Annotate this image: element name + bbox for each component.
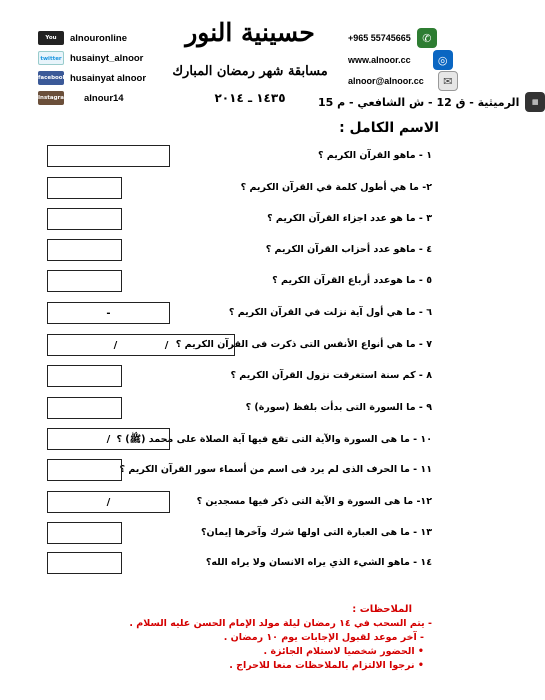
address: الرميثية - ق 12 - ش الشافعي - م 15 [318, 95, 520, 109]
question-3: ٣ - ما هو عدد اجزاء القرآن الكريم ؟ [267, 213, 432, 224]
contact-email [348, 71, 458, 91]
phone-number: +965 55745665 [348, 33, 411, 43]
whatsapp-icon: ✆ [417, 28, 437, 48]
note-3: • الحضور شخصيا لاستلام الجائزة . [263, 646, 424, 657]
answer-box-5[interactable] [47, 270, 122, 292]
twitter-handle: husainyt_alnoor [70, 52, 144, 64]
contact-phone [348, 28, 437, 48]
note-2: - آخر موعد لقبول الإجابات يوم ١٠ رمضان . [223, 632, 424, 643]
social-twitter [38, 50, 143, 66]
year-line: ١٤٣٥ ـ ٢٠١٤ [214, 91, 286, 105]
answer-box-2[interactable] [47, 177, 122, 199]
organization-title: حسينية النور [185, 18, 315, 47]
email: alnoor@alnoor.cc [348, 76, 424, 86]
answer-box-4[interactable] [47, 239, 122, 261]
social-youtube [38, 30, 127, 46]
question-12: ١٢- ما هى السورة و الآية التى ذكر فيها مسجدين ؟ [196, 496, 432, 507]
notes-title: الملاحظات : [352, 604, 412, 615]
question-13: ١٣ - ما هى العبارة التى اولها شرك وآخرها إيمان؟ [201, 527, 432, 538]
globe-icon: ◎ [433, 50, 453, 70]
question-14: ١٤ - ماهو الشيء الذي يراه الانسان ولا يراه الله؟ [205, 557, 432, 568]
question-4: ٤ - ماهو عدد أحزاب القرآن الكريم ؟ [265, 244, 432, 255]
youtube-handle: alnouronline [70, 32, 127, 44]
website: www.alnoor.cc [348, 55, 411, 65]
answer-box-1[interactable] [47, 145, 170, 167]
instagram-icon: Instagram [38, 91, 64, 105]
answer-box-9[interactable] [47, 397, 122, 419]
social-facebook [38, 70, 146, 86]
answer-box-11[interactable] [47, 459, 122, 481]
contest-subtitle: مسابقة شهر رمضان المبارك [172, 64, 328, 79]
question-11: ١١ - ما الحرف الذى لم يرد فى اسم من أسماء سور القرآن الكريم ؟ [119, 464, 432, 475]
question-10: ١٠ - ما هى السورة والآية التى تقع فيها آية الصلاة على محمد (ﷺ) ؟ [116, 434, 432, 445]
building-icon: ▦ [525, 92, 545, 112]
youtube-icon: You [38, 31, 64, 45]
contact-website [348, 50, 453, 70]
answer-box-13[interactable] [47, 522, 122, 544]
question-1: ١ - ماهو القرآن الكريم ؟ [317, 150, 432, 161]
answer-box-6[interactable]: - [47, 302, 170, 324]
facebook-icon: facebook [38, 71, 64, 85]
question-5: ٥ - ما هوعدد أرباع القرآن الكريم ؟ [272, 275, 432, 286]
answer-box-12[interactable]: / [47, 491, 170, 513]
note-4: • نرجوا الالتزام بالملاحظات منعا للاحراج . [229, 660, 424, 671]
instagram-handle: alnour14 [84, 92, 124, 104]
facebook-handle: husainyat alnoor [70, 72, 147, 84]
note-1: - يتم السحب في ١٤ رمضان ليلة مولد الإمام الحسن عليه السلام . [129, 618, 432, 629]
question-9: ٩ - ما السورة التى بدأت بلفظ (سورة) ؟ [245, 402, 432, 413]
contact-address [318, 92, 545, 112]
question-7: ٧ - ما هي أنواع الأنفس التى ذكرت فى القرآن الكريم ؟ [175, 339, 432, 350]
twitter-icon: twitter [38, 51, 64, 65]
question-8: ٨ - كم سنة استغرقت نزول القرآن الكريم ؟ [230, 370, 432, 381]
answer-box-8[interactable] [47, 365, 122, 387]
social-instagram [38, 90, 124, 106]
letterhead [0, 0, 539, 115]
mail-icon: ✉ [438, 71, 458, 91]
full-name-label: الاسم الكامل : [339, 120, 439, 136]
answer-box-3[interactable] [47, 208, 122, 230]
answer-box-14[interactable] [47, 552, 122, 574]
answer-box-7[interactable]: / / [47, 334, 235, 356]
answer-box-10[interactable]: / [47, 428, 170, 450]
question-2: ٢- ما هي أطول كلمة في القرآن الكريم ؟ [240, 182, 432, 193]
question-6: ٦ - ما هي أول آية نزلت في القرآن الكريم ؟ [228, 307, 432, 318]
